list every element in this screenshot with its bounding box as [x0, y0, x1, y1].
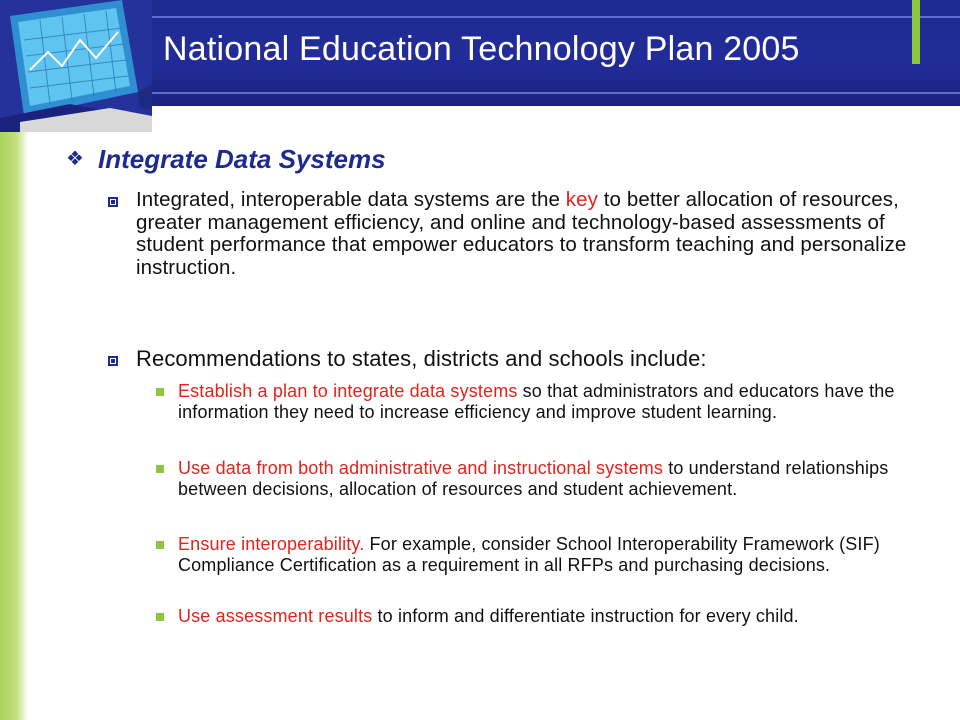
section-heading: Integrate Data Systems: [98, 144, 386, 174]
box-bullet-icon: [108, 197, 118, 207]
green-square-bullet-icon: [156, 388, 164, 396]
box-bullet-icon: [108, 356, 118, 366]
sub-item-text: Use assessment results to inform and differentiate instruction for every child.: [178, 606, 799, 626]
sub-item: [156, 534, 916, 575]
sub-item-text: Establish a plan to integrate data systems so that administrators and educators have the information they need to increase efficiency and improve student learning.: [178, 381, 895, 422]
sub-item-text: Use data from both administrative and instructional systems to understand relationships between decisions, allocation of resources and student achievement.: [178, 458, 889, 499]
green-square-bullet-icon: [156, 465, 164, 473]
bullet-text-1: Integrated, interoperable data systems are the key to better allocation of resources, greater management efficiency, and online and technology-based assessments of student performance that empower educators to transform teaching and personalize instruction.: [136, 188, 907, 279]
bullet-item-1: [108, 189, 908, 279]
bullet-text-2: Recommendations to states, districts and schools include:: [136, 346, 707, 371]
green-square-bullet-icon: [156, 541, 164, 549]
slide-title: National Education Technology Plan 2005: [163, 30, 800, 68]
sub-item: [156, 381, 916, 422]
sub-item: [156, 606, 916, 627]
diamond-icon: ❖: [66, 148, 84, 170]
green-square-bullet-icon: [156, 613, 164, 621]
sub-item: [156, 458, 916, 499]
bullet-item-2: [108, 348, 908, 371]
sub-item-text: Ensure interoperability. For example, consider School Interoperability Framework (SIF) Compliance Certification as a requirement in all RFPs and purchasing decisions.: [178, 534, 880, 575]
heading-item: [66, 144, 386, 175]
